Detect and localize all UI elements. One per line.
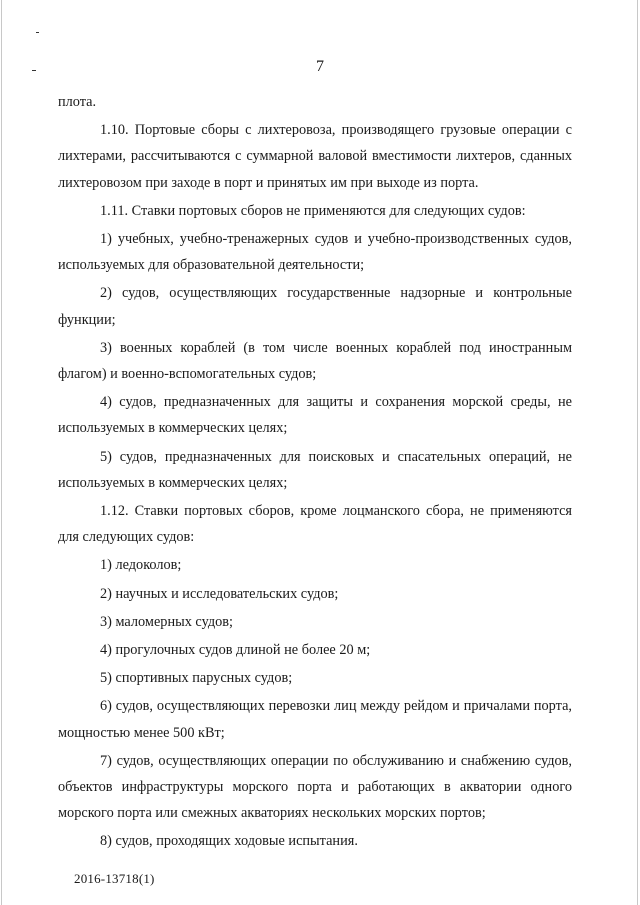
list-item: 8) судов, проходящих ходовые испытания. — [100, 833, 358, 850]
document-code: 2016-13718(1) — [74, 871, 155, 886]
scan-edge-left — [1, 0, 2, 905]
list-item: 4) прогулочных судов длиной не более 20 м; — [100, 642, 371, 659]
paragraph-1-11: 1.11. Ставки портовых сборов не применяются для следующих судов: — [100, 202, 526, 219]
scan-speck — [36, 32, 39, 33]
scan-edge-right — [637, 0, 638, 905]
list-item: 2) научных и исследовательских судов; — [100, 585, 339, 602]
list-item: 4) судов, предназначенных для защиты и сохранения морской среды, не используемых в коммерческих целях; — [58, 394, 572, 437]
list-item: 3) маломерных судов; — [100, 613, 233, 630]
list-item: 5) спортивных парусных судов; — [100, 670, 293, 687]
list-item: 3) военных кораблей (в том числе военных кораблей под иностранным флагом) и военно-вспомогательных судов; — [58, 339, 572, 383]
paragraph: плота. — [58, 94, 97, 110]
list-item: 7) судов, осуществляющих операции по обслуживанию и снабжению судов, объектов инфраструктуры морского порта и работающих в акватории одного морского порта или смежных акваториях нескольких морских портов; — [58, 752, 572, 822]
paragraph-1-12: 1.12. Ставки портовых сборов, кроме лоцманского сбора, не применяются для следующих судов: — [58, 503, 572, 546]
list-item: 6) судов, осуществляющих перевозки лиц между рейдом и причалами порта, мощностью менее 500 кВт; — [58, 698, 572, 741]
page-number: 7 — [316, 58, 324, 75]
list-item: 2) судов, осуществляющих государственные надзорные и контрольные функции; — [58, 285, 572, 328]
paragraph-1-10: 1.10. Портовые сборы с лихтеровоза, производящего грузовые операции с лихтерами, рассчитываются с суммарной валовой вместимости лихтеров, сданных лихтеровозом при заходе в порт и принятых им при выходе из порта. — [58, 122, 572, 191]
list-item: 1) учебных, учебно-тренажерных судов и учебно-производственных судов, используемых для образовательной деятельности; — [58, 231, 572, 274]
list-item: 5) судов, предназначенных для поисковых и спасательных операций, не используемых в коммерческих целях; — [58, 448, 572, 491]
list-item: 1) ледоколов; — [100, 557, 182, 574]
document-body — [58, 89, 572, 855]
